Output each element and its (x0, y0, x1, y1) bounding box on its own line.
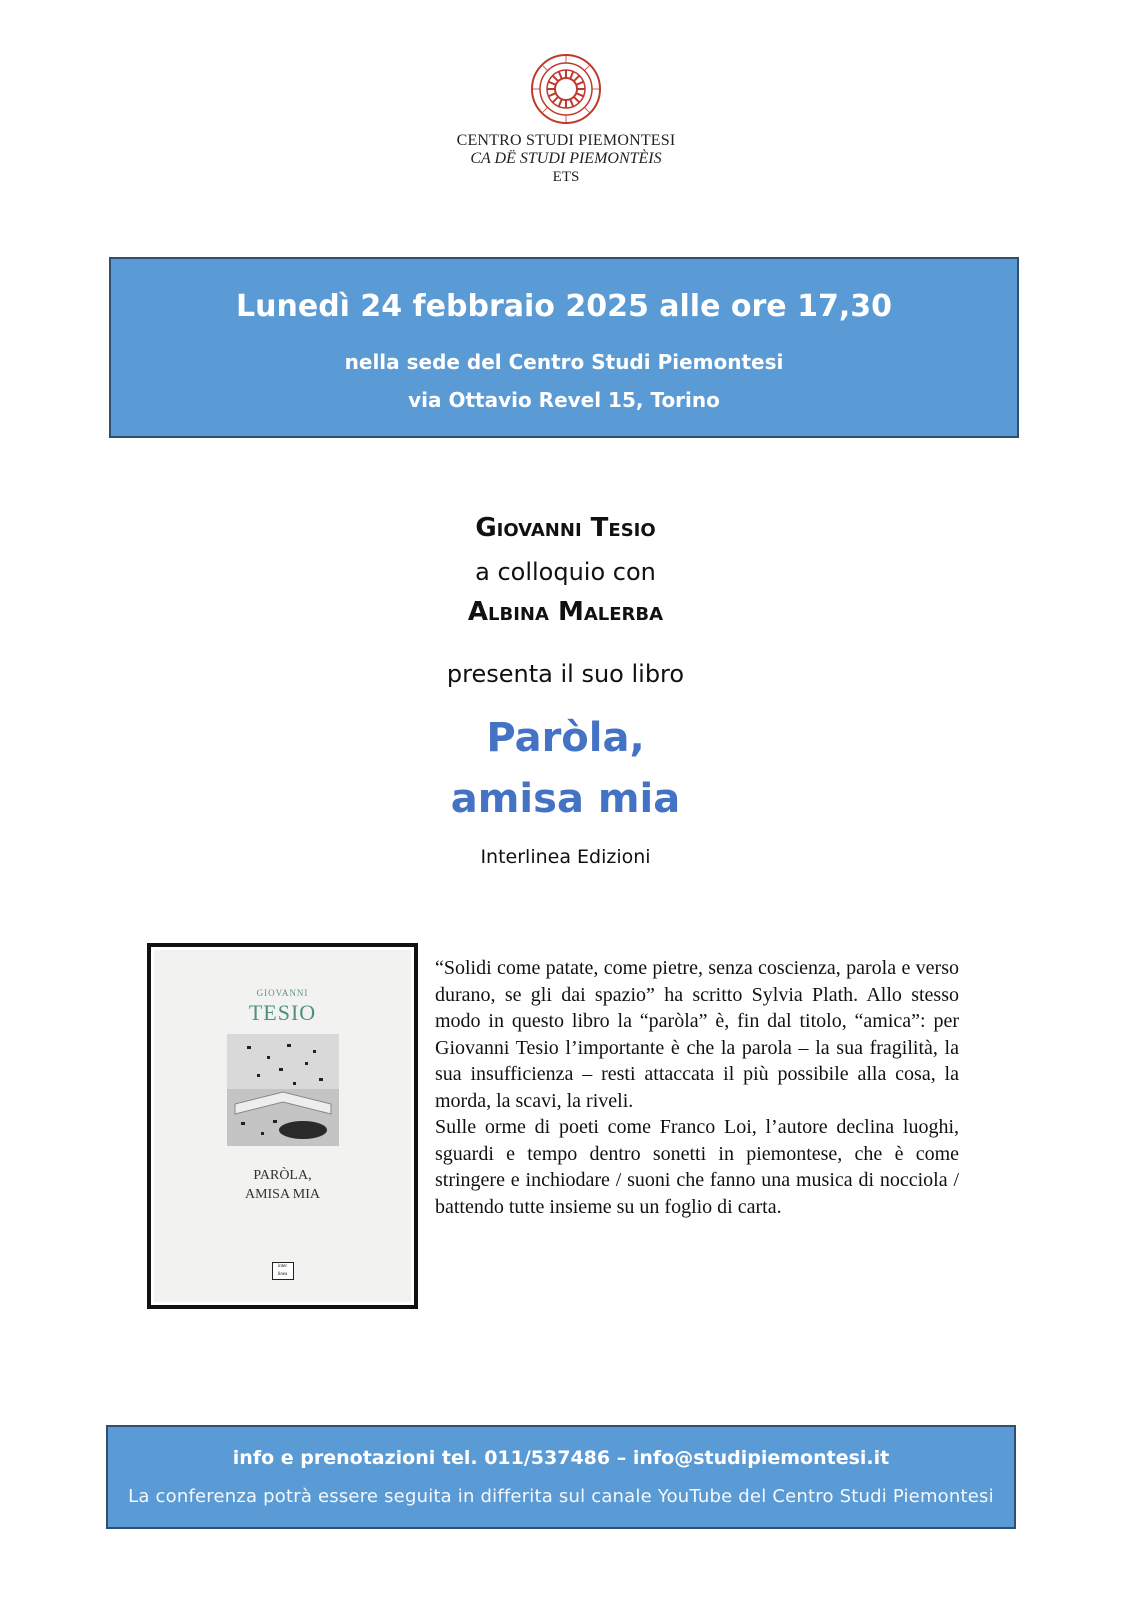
org-name-piedmontese: CA DË STUDI PIEMONTÈIS (470, 150, 662, 167)
book-publisher: Interlinea Edizioni (480, 846, 651, 868)
book-cover (154, 950, 411, 1302)
publisher-mark: inter linea (272, 1262, 294, 1280)
description-paragraph: “Solidi come patate, come pietre, senza coscienza, parola e verso durano, se gli dai spazio” ha scritto Sylvia Plath. Allo stesso modo in questo libro la “paròla” è, fin dal titolo, “amica”: per Giovanni Tesio l’importante è che la parola – la sua fragilità, la sua insufficienza – resti attaccata il più possibile alla cosa, la morda, la scavi, la riveli. (435, 957, 959, 1112)
event-venue: nella sede del Centro Studi Piemontesi (344, 350, 784, 374)
book-title-line2: amisa mia (450, 776, 681, 822)
presents-text: presenta il suo libro (446, 660, 685, 688)
book-cover-image (147, 943, 418, 1309)
cover-title (154, 1166, 411, 1204)
event-address: via Ottavio Revel 15, Torino (408, 388, 720, 412)
cover-author-first: GIOVANNI (256, 988, 309, 998)
guest-name: Albina Malerba (467, 597, 664, 627)
book-description (435, 955, 959, 1220)
event-date-time: Lunedì 24 febbraio 2025 alle ore 17,30 (236, 289, 892, 324)
contact-info: info e prenotazioni tel. 011/537486 – info@studipiemontesi.it (232, 1447, 890, 1469)
org-logo-block (425, 40, 707, 195)
org-suffix: ETS (552, 169, 580, 185)
cover-title-line1: PARÒLA, (253, 1168, 312, 1183)
author-name: Giovanni Tesio (475, 513, 656, 543)
circular-seal-logo-icon (529, 52, 603, 126)
cover-illustration-icon (227, 1034, 339, 1146)
streaming-note: La conferenza potrà essere seguita in differita sul canale YouTube del Centro Studi Piemontesi (128, 1486, 994, 1507)
cover-author-last: TESIO (248, 1000, 317, 1025)
event-banner (109, 257, 1019, 438)
connector-text: a colloquio con (475, 558, 656, 586)
cover-title-line2: AMISA MIA (244, 1187, 321, 1202)
org-name: CENTRO STUDI PIEMONTESI (456, 132, 676, 149)
book-title-line1: Paròla, (486, 715, 645, 761)
description-paragraph: Sulle orme di poeti come Franco Loi, l’autore declina luoghi, sguardi e tempo dentro sonetti in piemontese, che è come stringere e inchiodare / suoni che fanno una musica di nocciola / battendo tutte insieme su un foglio di carta. (435, 1116, 959, 1218)
footer-banner (106, 1425, 1016, 1529)
